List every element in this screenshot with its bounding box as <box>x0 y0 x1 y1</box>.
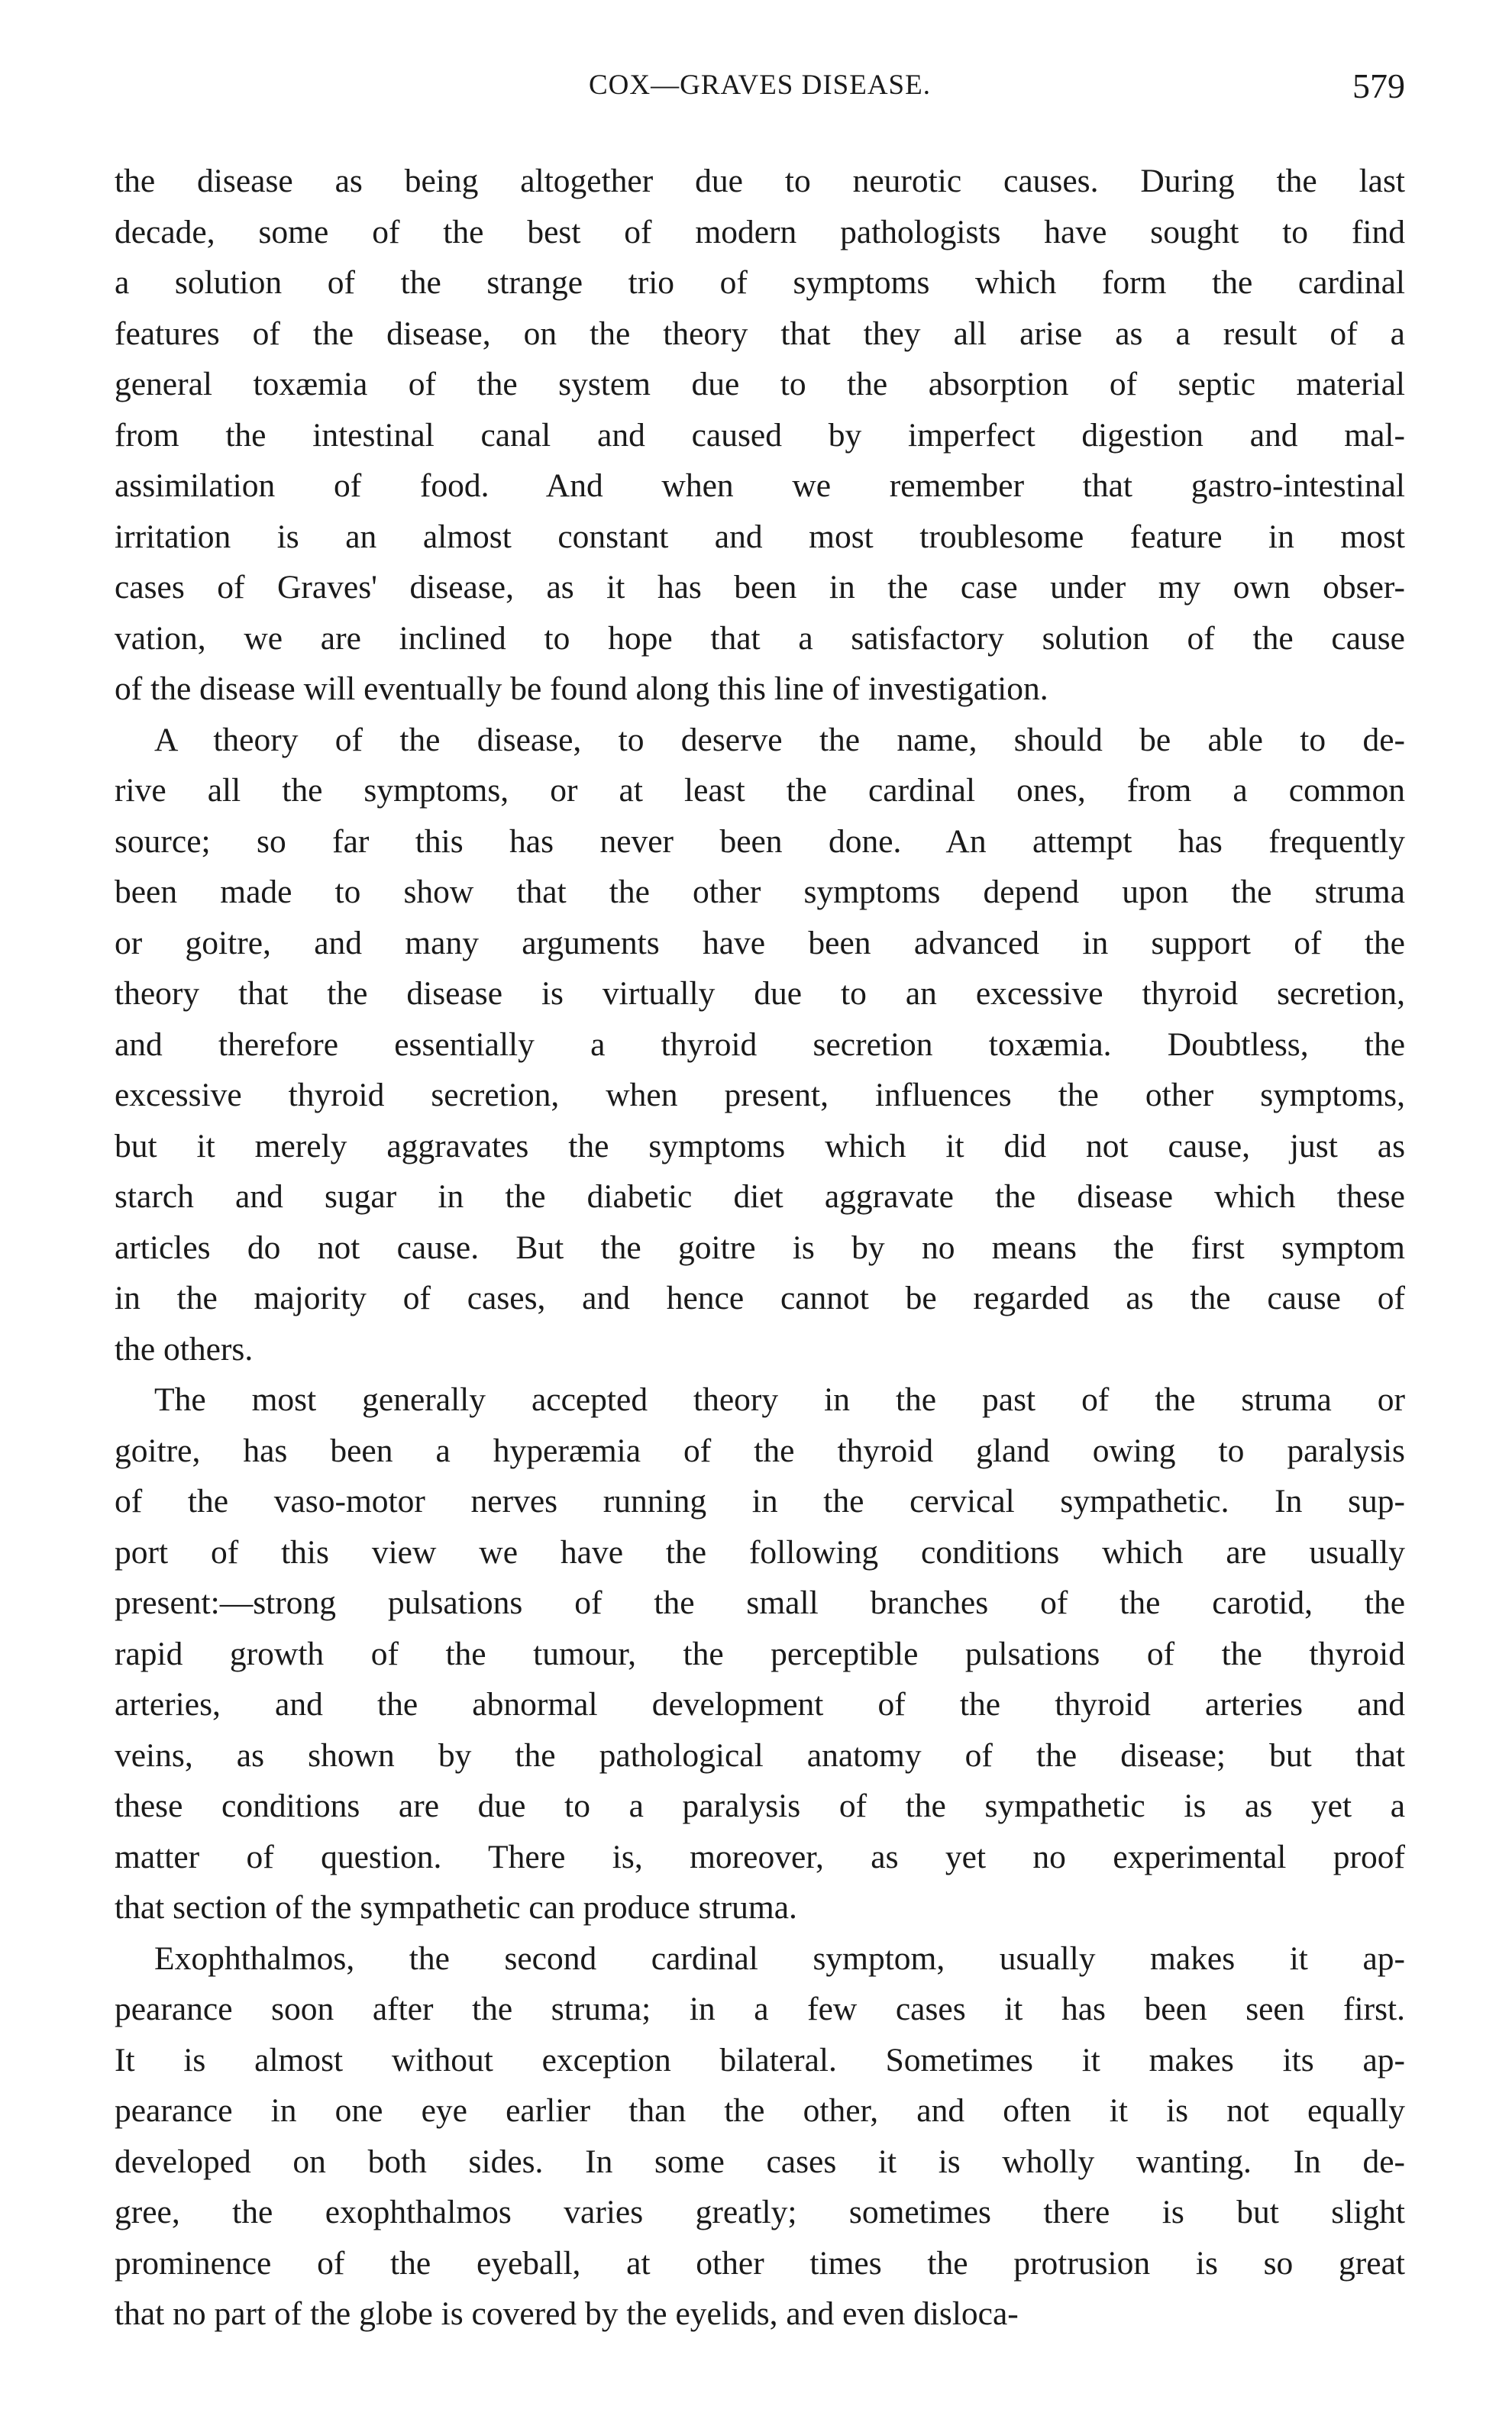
text-line: articles do not cause. But the goitre is by no means the first symptom <box>115 1229 1405 1266</box>
text-line: It is almost without exception bilateral. Sometimes it makes its ap- <box>115 2041 1405 2078</box>
text-line: from the intestinal canal and caused by imperfect digestion and mal- <box>115 416 1405 454</box>
text-line: general toxæmia of the system due to the absorption of septic material <box>115 366 1405 402</box>
text-line: rive all the symptoms, or at least the cardinal ones, from a common <box>115 772 1405 809</box>
text-line: pearance soon after the struma; in a few cases it has been seen first. <box>115 1991 1405 2027</box>
text-line: developed on both sides. In some cases it is wholly wanting. In de- <box>115 2143 1405 2180</box>
paragraph <box>115 1933 1405 2340</box>
text-line: goitre, has been a hyperæmia of the thyroid gland owing to paralysis <box>115 1432 1405 1469</box>
text-line: that section of the sympathetic can produce struma. <box>115 1889 797 1926</box>
text-line: cases of Graves' disease, as it has been in the case under my own obser- <box>115 569 1405 606</box>
text-line: The most generally accepted theory in the past of the struma or <box>154 1381 1405 1418</box>
text-line: matter of question. There is, moreover, as yet no experimental proof <box>115 1838 1405 1875</box>
text-line: prominence of the eyeball, at other times the protrusion is so great <box>115 2244 1405 2282</box>
text-line: these conditions are due to a paralysis of the sympathetic is as yet a <box>115 1788 1405 1824</box>
text-line: veins, as shown by the pathological anatomy of the disease; but that <box>115 1736 1405 1774</box>
text-line: in the majority of cases, and hence cannot be regarded as the cause of <box>115 1280 1405 1316</box>
text-line: the disease as being altogether due to neurotic causes. During the last <box>115 163 1405 199</box>
text-line: decade, some of the best of modern pathologists have sought to find <box>115 213 1405 250</box>
text-line: present:—strong pulsations of the small branches of the carotid, the <box>115 1584 1405 1621</box>
paragraph <box>115 1374 1405 1933</box>
text-line: Exophthalmos, the second cardinal symptom, usually makes it ap- <box>154 1940 1405 1977</box>
book-page <box>115 66 1405 2340</box>
text-line: starch and sugar in the diabetic diet aggravate the disease which these <box>115 1178 1405 1215</box>
text-line: arteries, and the abnormal development of the thyroid arteries and <box>115 1686 1405 1723</box>
text-line: of the disease will eventually be found along this line of investigation. <box>115 670 1048 707</box>
text-line: assimilation of food. And when we remember that gastro-intestinal <box>115 467 1405 504</box>
text-line: been made to show that the other symptoms depend upon the struma <box>115 874 1405 910</box>
text-line: but it merely aggravates the symptoms which it did not cause, just as <box>115 1127 1405 1164</box>
text-line: source; so far this has never been done. An attempt has frequently <box>115 822 1405 860</box>
text-line: that no part of the globe is covered by the eyelids, and even disloca- <box>115 2295 1019 2332</box>
text-line: the others. <box>115 1330 254 1368</box>
text-line: of the vaso-motor nerves running in the cervical sympathetic. In sup- <box>115 1483 1405 1520</box>
text-line: vation, we are inclined to hope that a satisfactory solution of the cause <box>115 619 1405 657</box>
text-line: irritation is an almost constant and most troublesome feature in most <box>115 518 1405 555</box>
text-line: gree, the exophthalmos varies greatly; sometimes there is but slight <box>115 2194 1405 2230</box>
text-line: theory that the disease is virtually due to an excessive thyroid secretion, <box>115 975 1405 1012</box>
running-title: COX—GRAVES DISEASE. <box>589 69 931 101</box>
page-number: 579 <box>1352 66 1405 105</box>
text-line: excessive thyroid secretion, when present, influences the other symptoms, <box>115 1077 1405 1113</box>
running-head <box>115 66 1405 122</box>
text-line: and therefore essentially a thyroid secretion toxæmia. Doubtless, the <box>115 1026 1405 1063</box>
text-line: pearance in one eye earlier than the other, and often it is not equally <box>115 2092 1405 2129</box>
paragraph <box>115 715 1405 1375</box>
text-line: A theory of the disease, to deserve the name, should be able to de- <box>154 721 1405 758</box>
text-line: a solution of the strange trio of symptoms which form the cardinal <box>115 264 1405 301</box>
text-line: port of this view we have the following conditions which are usually <box>115 1533 1405 1571</box>
paragraph <box>115 156 1405 715</box>
text-line: or goitre, and many arguments have been advanced in support of the <box>115 924 1405 961</box>
body-text <box>115 156 1405 2340</box>
text-line: features of the disease, on the theory that they all arise as a result of a <box>115 315 1405 352</box>
text-line: rapid growth of the tumour, the perceptible pulsations of the thyroid <box>115 1635 1405 1672</box>
